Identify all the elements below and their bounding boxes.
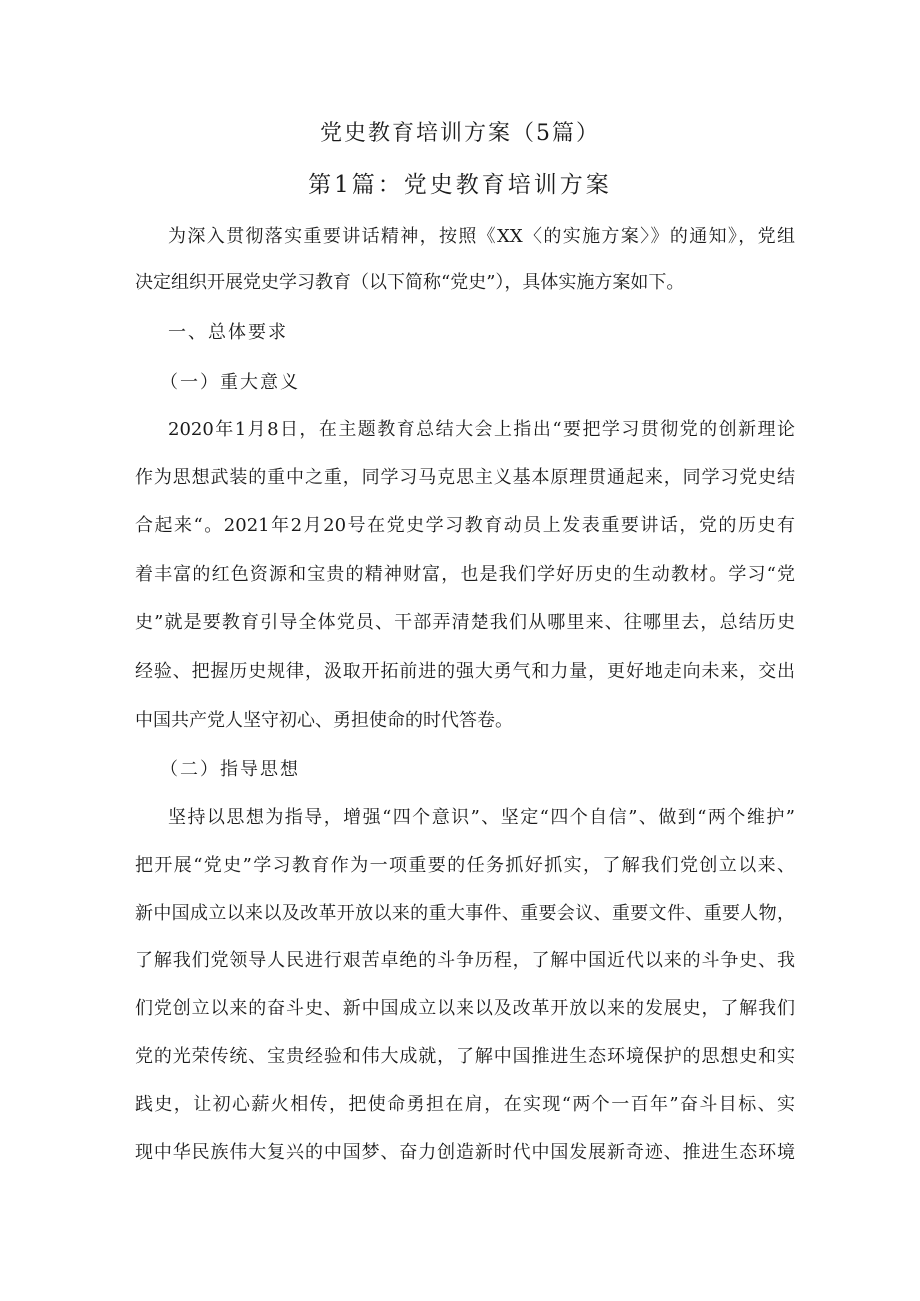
document-title: 党史教育培训方案（5篇）	[320, 121, 600, 146]
section-heading: 一、总体要求	[168, 322, 288, 343]
paragraph-line: 作为思想武装的重中之重，同学习马克思主义基本原理贯通起来，同学习党史结	[135, 467, 795, 488]
paragraph-line: 现中华民族伟大复兴的中国梦、奋力创造新时代中国发展新奇迹、推进生态环境	[135, 1142, 795, 1163]
paragraph-line: 把开展“党史”学习教育作为一项重要的任务抓好抓实，了解我们党创立以来、	[135, 855, 795, 876]
paragraph-line: 中国共产党人坚守初心、勇担使命的时代答卷。	[135, 710, 513, 731]
paragraph-line: 着丰富的红色资源和宝贵的精神财富，也是我们学好历史的生动教材。学习“党	[135, 564, 795, 585]
paragraph-line: 经验、把握历史规律，汲取开拓前进的强大勇气和力量，更好地走向未来，交出	[135, 661, 795, 682]
paragraph-line: 们党创立以来的奋斗史、新中国成立以来以及改革开放以来的发展史，了解我们	[135, 998, 795, 1019]
paragraph-line: 合起来“。2021年2月20号在党史学习教育动员上发表重要讲话，党的历史有	[135, 515, 795, 536]
subsection-heading: （一）重大意义	[160, 372, 300, 393]
paragraph-line: 史”就是要教育引导全体党员、干部弄清楚我们从哪里来、往哪里去，总结历史	[135, 612, 795, 633]
paragraph-line: 新中国成立以来以及改革开放以来的重大事件、重要会议、重要文件、重要人物，	[135, 903, 795, 924]
paragraph-line: 党的光荣传统、宝贵经验和伟大成就，了解中国推进生态环境保护的思想史和实	[135, 1046, 795, 1067]
paragraph-line: 践史，让初心薪火相传，把使命勇担在肩，在实现“两个一百年”奋斗目标、实	[135, 1094, 795, 1115]
intro-line: 决定组织开展党史学习教育（以下简称“党史”），具体实施方案如下。	[135, 272, 685, 293]
document-subtitle: 第1篇：党史教育培训方案	[308, 172, 612, 198]
intro-line: 为深入贯彻落实重要讲话精神，按照《XX〈的实施方案〉》的通知》，党组	[168, 226, 795, 247]
paragraph-line: 坚持以思想为指导，增强“四个意识”、坚定“四个自信”、做到“两个维护”	[168, 807, 795, 828]
paragraph-line: 了解我们党领导人民进行艰苦卓绝的斗争历程，了解中国近代以来的斗争史、我	[135, 950, 795, 971]
subsection-heading: （二）指导思想	[160, 759, 300, 780]
paragraph-line: 2020年1月8日，在主题教育总结大会上指出“要把学习贯彻党的创新理论	[168, 419, 795, 440]
